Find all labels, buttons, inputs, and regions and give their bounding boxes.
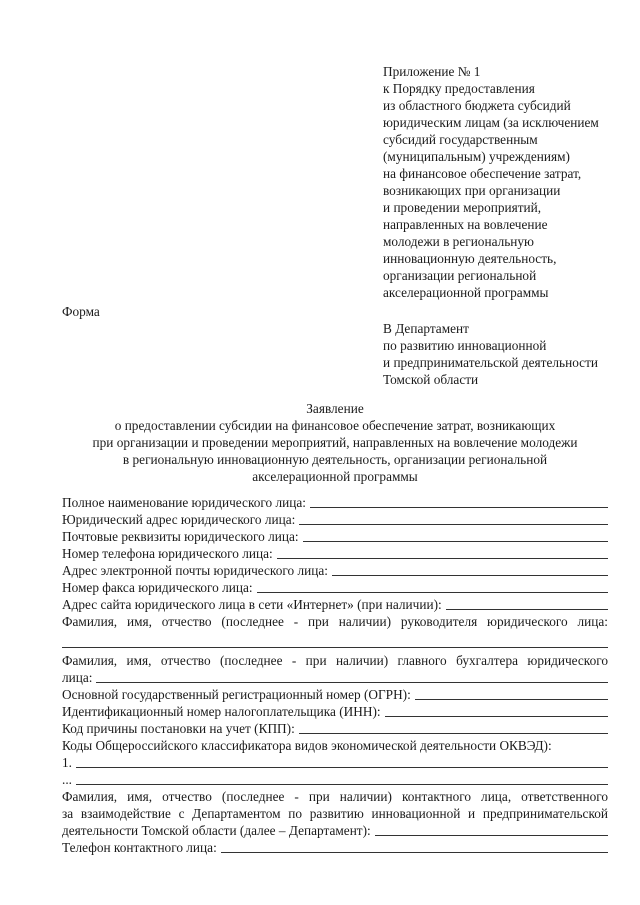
title-line: при организации и проведении мероприятий, направленных на вовлечение молодежи: [92, 435, 578, 450]
field-label: Почтовые реквизиты юридического лица:: [62, 529, 299, 544]
fax-blank[interactable]: [257, 580, 608, 593]
field-label: лица:: [62, 670, 93, 685]
field-ogrn: [62, 686, 608, 703]
title-heading: Заявление: [306, 401, 364, 416]
appendix-line: к Порядку предоставления: [383, 81, 535, 96]
field-okved-more: [62, 771, 608, 788]
appendix-line: молодежи в региональную: [383, 234, 534, 249]
full-name-blank[interactable]: [310, 495, 608, 508]
field-label: Телефон контактного лица:: [62, 840, 217, 855]
field-okved: [62, 737, 608, 754]
field-fax: [62, 579, 608, 596]
field-label: Коды Общероссийского классификатора видов экономической деятельности ОКВЭД):: [62, 738, 552, 753]
field-label: Адрес сайта юридического лица в сети «Интернет» (при наличии):: [62, 597, 442, 612]
contact-blank[interactable]: [375, 823, 608, 836]
field-okved-item: [62, 754, 608, 771]
website-blank[interactable]: [446, 597, 608, 610]
field-email: [62, 562, 608, 579]
field-contact-label: за взаимодействие с Департаментом по развитию инновационной и предпринимательской: [62, 806, 608, 821]
field-label: Идентификационный номер налогоплательщика (ИНН):: [62, 704, 381, 719]
phone-blank[interactable]: [277, 546, 608, 559]
title-line: акселерационной программы: [252, 469, 418, 484]
field-label: Адрес электронной почты юридического лица:: [62, 563, 328, 578]
director-blank[interactable]: [62, 630, 608, 648]
field-phone: [62, 545, 608, 562]
document-title: [62, 400, 608, 485]
email-blank[interactable]: [332, 563, 608, 576]
field-label: Полное наименование юридического лица:: [62, 495, 306, 510]
field-full-name: [62, 494, 608, 511]
field-label: Код причины постановки на учет (КПП):: [62, 721, 295, 736]
field-label: Номер факса юридического лица:: [62, 580, 253, 595]
title-line: в региональную инновационную деятельность, организации региональной: [122, 452, 548, 467]
field-contact-label: Фамилия, имя, отчество (последнее - при наличии) контактного лица, ответственного: [62, 789, 608, 804]
appendix-line: Приложение № 1: [383, 64, 481, 79]
appendix-line: организации региональной: [383, 268, 537, 283]
appendix-line: на финансовое обеспечение затрат,: [383, 166, 582, 181]
okved-item-blank[interactable]: [76, 755, 608, 768]
appendix-line: возникающих при организации: [383, 183, 561, 198]
appendix-line: акселерационной программы: [383, 285, 549, 300]
field-inn: [62, 703, 608, 720]
field-label: ...: [62, 772, 72, 787]
field-postal: [62, 528, 608, 545]
addressee: [383, 320, 598, 388]
field-contact-phone: [62, 839, 608, 856]
addressee-line: по развитию инновационной: [383, 338, 547, 353]
field-accountant-label: Фамилия, имя, отчество (последнее - при наличии) главного бухгалтера юридического: [62, 653, 608, 668]
title-line: о предоставлении субсидии на финансовое обеспечение затрат, возникающих: [114, 418, 556, 433]
field-website: [62, 596, 608, 613]
appendix-line: направленных на вовлечение: [383, 217, 548, 232]
field-label: Номер телефона юридического лица:: [62, 546, 273, 561]
field-legal-address: [62, 511, 608, 528]
appendix-line: субсидий государственным: [383, 132, 538, 147]
accountant-blank[interactable]: [96, 670, 608, 683]
ogrn-blank[interactable]: [415, 687, 608, 700]
addressee-line: В Департамент: [383, 321, 469, 336]
contact-phone-blank[interactable]: [221, 840, 608, 853]
appendix-line: из областного бюджета субсидий: [383, 98, 571, 113]
kpp-blank[interactable]: [299, 721, 608, 734]
field-label: деятельности Томской области (далее – Департамент):: [62, 823, 371, 838]
appendix-line: юридическим лицам (за исключением: [383, 115, 599, 130]
appendix-line: (муниципальным) учреждениям): [383, 149, 570, 164]
addressee-line: и предпринимательской деятельности: [383, 355, 598, 370]
field-label: Юридический адрес юридического лица:: [62, 512, 296, 527]
postal-blank[interactable]: [303, 529, 608, 542]
field-label: Основной государственный регистрационный номер (ОГРН):: [62, 687, 411, 702]
appendix-reference: [383, 63, 633, 301]
field-contact: [62, 822, 608, 839]
appendix-line: и проведении мероприятий,: [383, 200, 542, 215]
addressee-line: Томской области: [383, 372, 479, 387]
application-fields: [62, 494, 608, 856]
form-label: Форма: [62, 304, 100, 319]
appendix-line: инновационную деятельность,: [383, 251, 557, 266]
field-label: 1.: [62, 755, 72, 770]
field-kpp: [62, 720, 608, 737]
okved-more-blank[interactable]: [76, 772, 608, 785]
field-director-label: Фамилия, имя, отчество (последнее - при наличии) руководителя юридического лица:: [62, 614, 608, 629]
field-accountant: [62, 669, 608, 686]
inn-blank[interactable]: [385, 704, 608, 717]
legal-address-blank[interactable]: [299, 512, 608, 525]
